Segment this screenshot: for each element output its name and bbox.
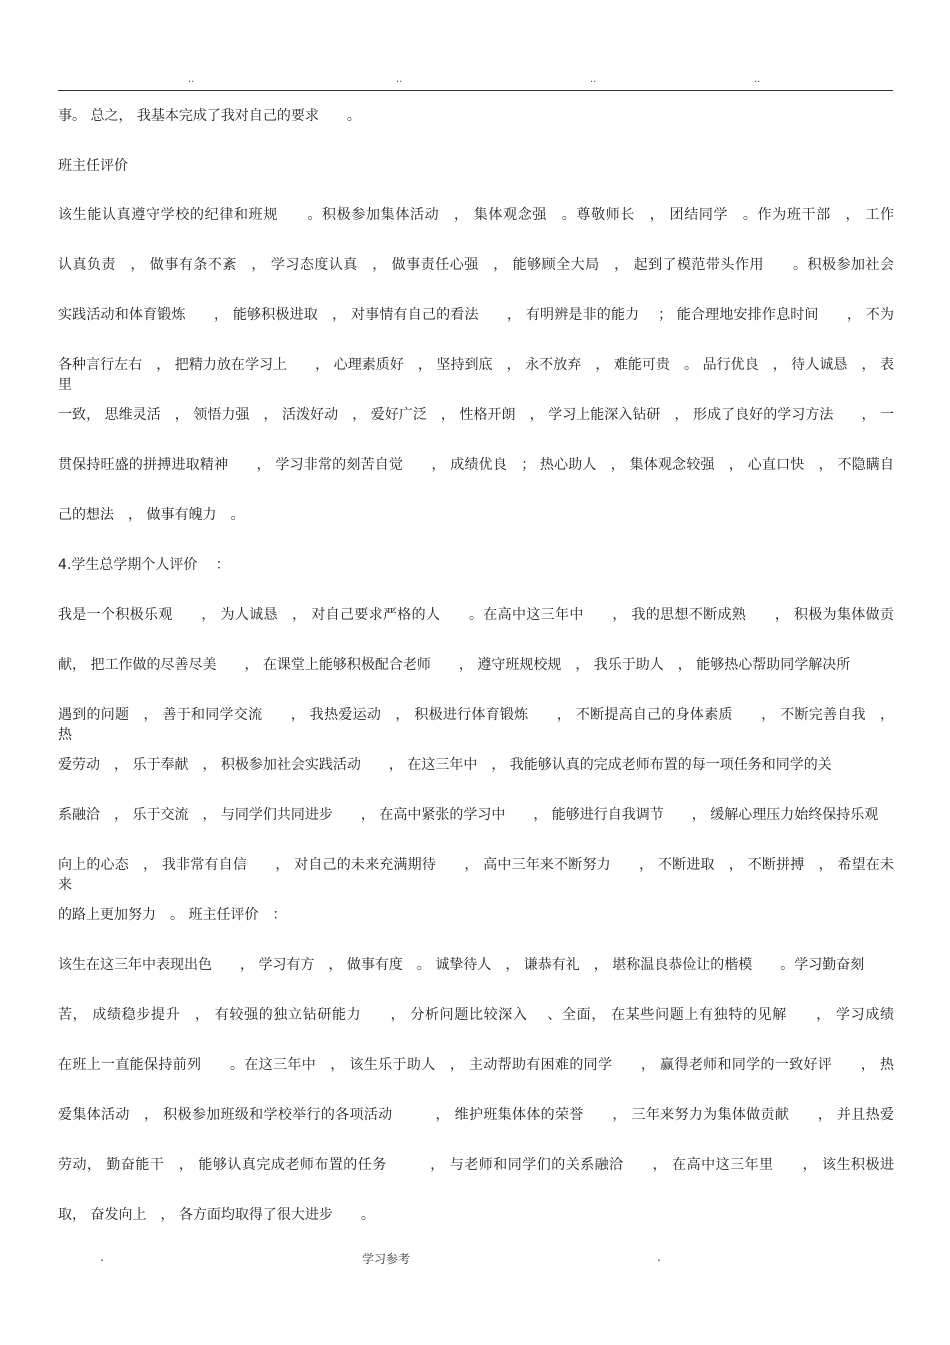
text-line: 取， 奋发向上 ， 各方面均取得了很大进步 。 xyxy=(58,1207,375,1223)
header-rule xyxy=(58,90,893,91)
text-line: 劳动， 勤奋能干 ， 能够认真完成老师布置的任务 ， 与老师和同学们的关系融洽 ， 在高中这三年里 ， 该生积极进 xyxy=(58,1157,894,1173)
header-dot-1: .. xyxy=(188,74,195,85)
text-line: 己的想法 ， 做事有魄力 。 xyxy=(58,507,245,523)
text-line: 该生在这三年中表现出色 ， 学习有方 ， 做事有度 。 诚挚待人 ， 谦恭有礼 ， 堪称温良恭俭让的楷模 。学习勤奋刻 xyxy=(58,957,865,973)
text-line: 向上的心态 ， 我非常有自信 ， 对自己的未来充满期待 ， 高中三年来不断努力 ， 不断进取 ， 不断拼搏 ， 希望在未来 xyxy=(58,857,894,893)
text-line: 贯保持旺盛的拼搏进取精神 ， 学习非常的刻苦自觉 ， 成绩优良 ； 热心助人 ， 集体观念较强 ， 心直口快 ， 不隐瞒自 xyxy=(58,457,894,473)
header-dot-4: .. xyxy=(754,74,761,85)
text-line: 认真负责 ， 做事有条不紊 ， 学习态度认真 ， 做事责任心强 ， 能够顾全大局 ， 起到了模范带头作用 。积极参加社会 xyxy=(58,257,894,273)
text-line: 事。 总之， 我基本完成了我对自己的要求 。 xyxy=(58,108,361,124)
page-header xyxy=(58,74,893,88)
text-line: 在班上一直能保持前列 。在这三年中 ， 该生乐于助人 ， 主动帮助有困难的同学 ， 赢得老师和同学的一致好评 ， 热 xyxy=(58,1057,894,1073)
footer-left-dot: . xyxy=(100,1250,104,1264)
footer-right-dot: . xyxy=(657,1250,661,1264)
text-line: 各种言行左右 ， 把精力放在学习上 ， 心理素质好 ， 坚持到底 ， 永不放弃 ， 难能可贵 。 品行优良 ， 待人诚恳 ， 表里 xyxy=(58,357,894,393)
text-line: 苦， 成绩稳步提升 ， 有较强的独立钻研能力 ， 分析问题比较深入 、全面， 在某些问题上有独特的见解 ， 学习成绩 xyxy=(58,1007,894,1023)
text-line: 的路上更加努力 。 班主任评价 ： xyxy=(58,907,287,923)
header-dot-2: .. xyxy=(396,74,403,85)
text-line: 实践活动和体育锻炼 ， 能够积极进取 ， 对事情有自己的看法 ， 有明辨是非的能力 ； 能合理地安排作息时间 ， 不为 xyxy=(58,307,894,323)
footer-label: 学习参考 xyxy=(362,1252,411,1266)
text-line: 爱劳动 ， 乐于奉献 ， 积极参加社会实践活动 ， 在这三年中 ， 我能够认真的完成老师布置的每一项任务和同学的关 xyxy=(58,757,832,773)
section-heading: 4.学生总学期个人评价 ： xyxy=(58,557,230,573)
section-heading: 班主任评价 xyxy=(58,158,128,174)
text-line: 一致， 思维灵活 ， 领悟力强 ， 活泼好动 ， 爱好广泛 ， 性格开朗 ， 学习上能深入钻研 ， 形成了良好的学习方法 ， 一 xyxy=(58,407,894,423)
text-line: 遇到的问题 ， 善于和同学交流 ， 我热爱运动 ， 积极进行体育锻炼 ， 不断提高自己的身体素质 ， 不断完善自我 ， 热 xyxy=(58,707,894,743)
page-footer xyxy=(0,1250,950,1270)
text-line: 献， 把工作做的尽善尽美 ， 在课堂上能够积极配合老师 ， 遵守班规校规 ， 我乐于助人 ， 能够热心帮助同学解决所 xyxy=(58,657,851,673)
text-line: 该生能认真遵守学校的纪律和班规 。积极参加集体活动 ， 集体观念强 。尊敬师长 ， 团结同学 。作为班干部 ， 工作 xyxy=(58,207,894,223)
text-line: 系融洽 ， 乐于交流 ， 与同学们共同进步 ， 在高中紧张的学习中 ， 能够进行自我调节 ， 缓解心理压力始终保持乐观 xyxy=(58,807,879,823)
header-dot-3: .. xyxy=(590,74,597,85)
text-line: 我是一个积极乐观 ， 为人诚恳 ， 对自己要求严格的人 。在高中这三年中 ， 我的思想不断成熟 ， 积极为集体做贡 xyxy=(58,607,894,623)
text-line: 爱集体活动 ， 积极参加班级和学校举行的各项活动 ， 维护班集体体的荣誉 ， 三年来努力为集体做贡献 ， 并且热爱 xyxy=(58,1107,894,1123)
